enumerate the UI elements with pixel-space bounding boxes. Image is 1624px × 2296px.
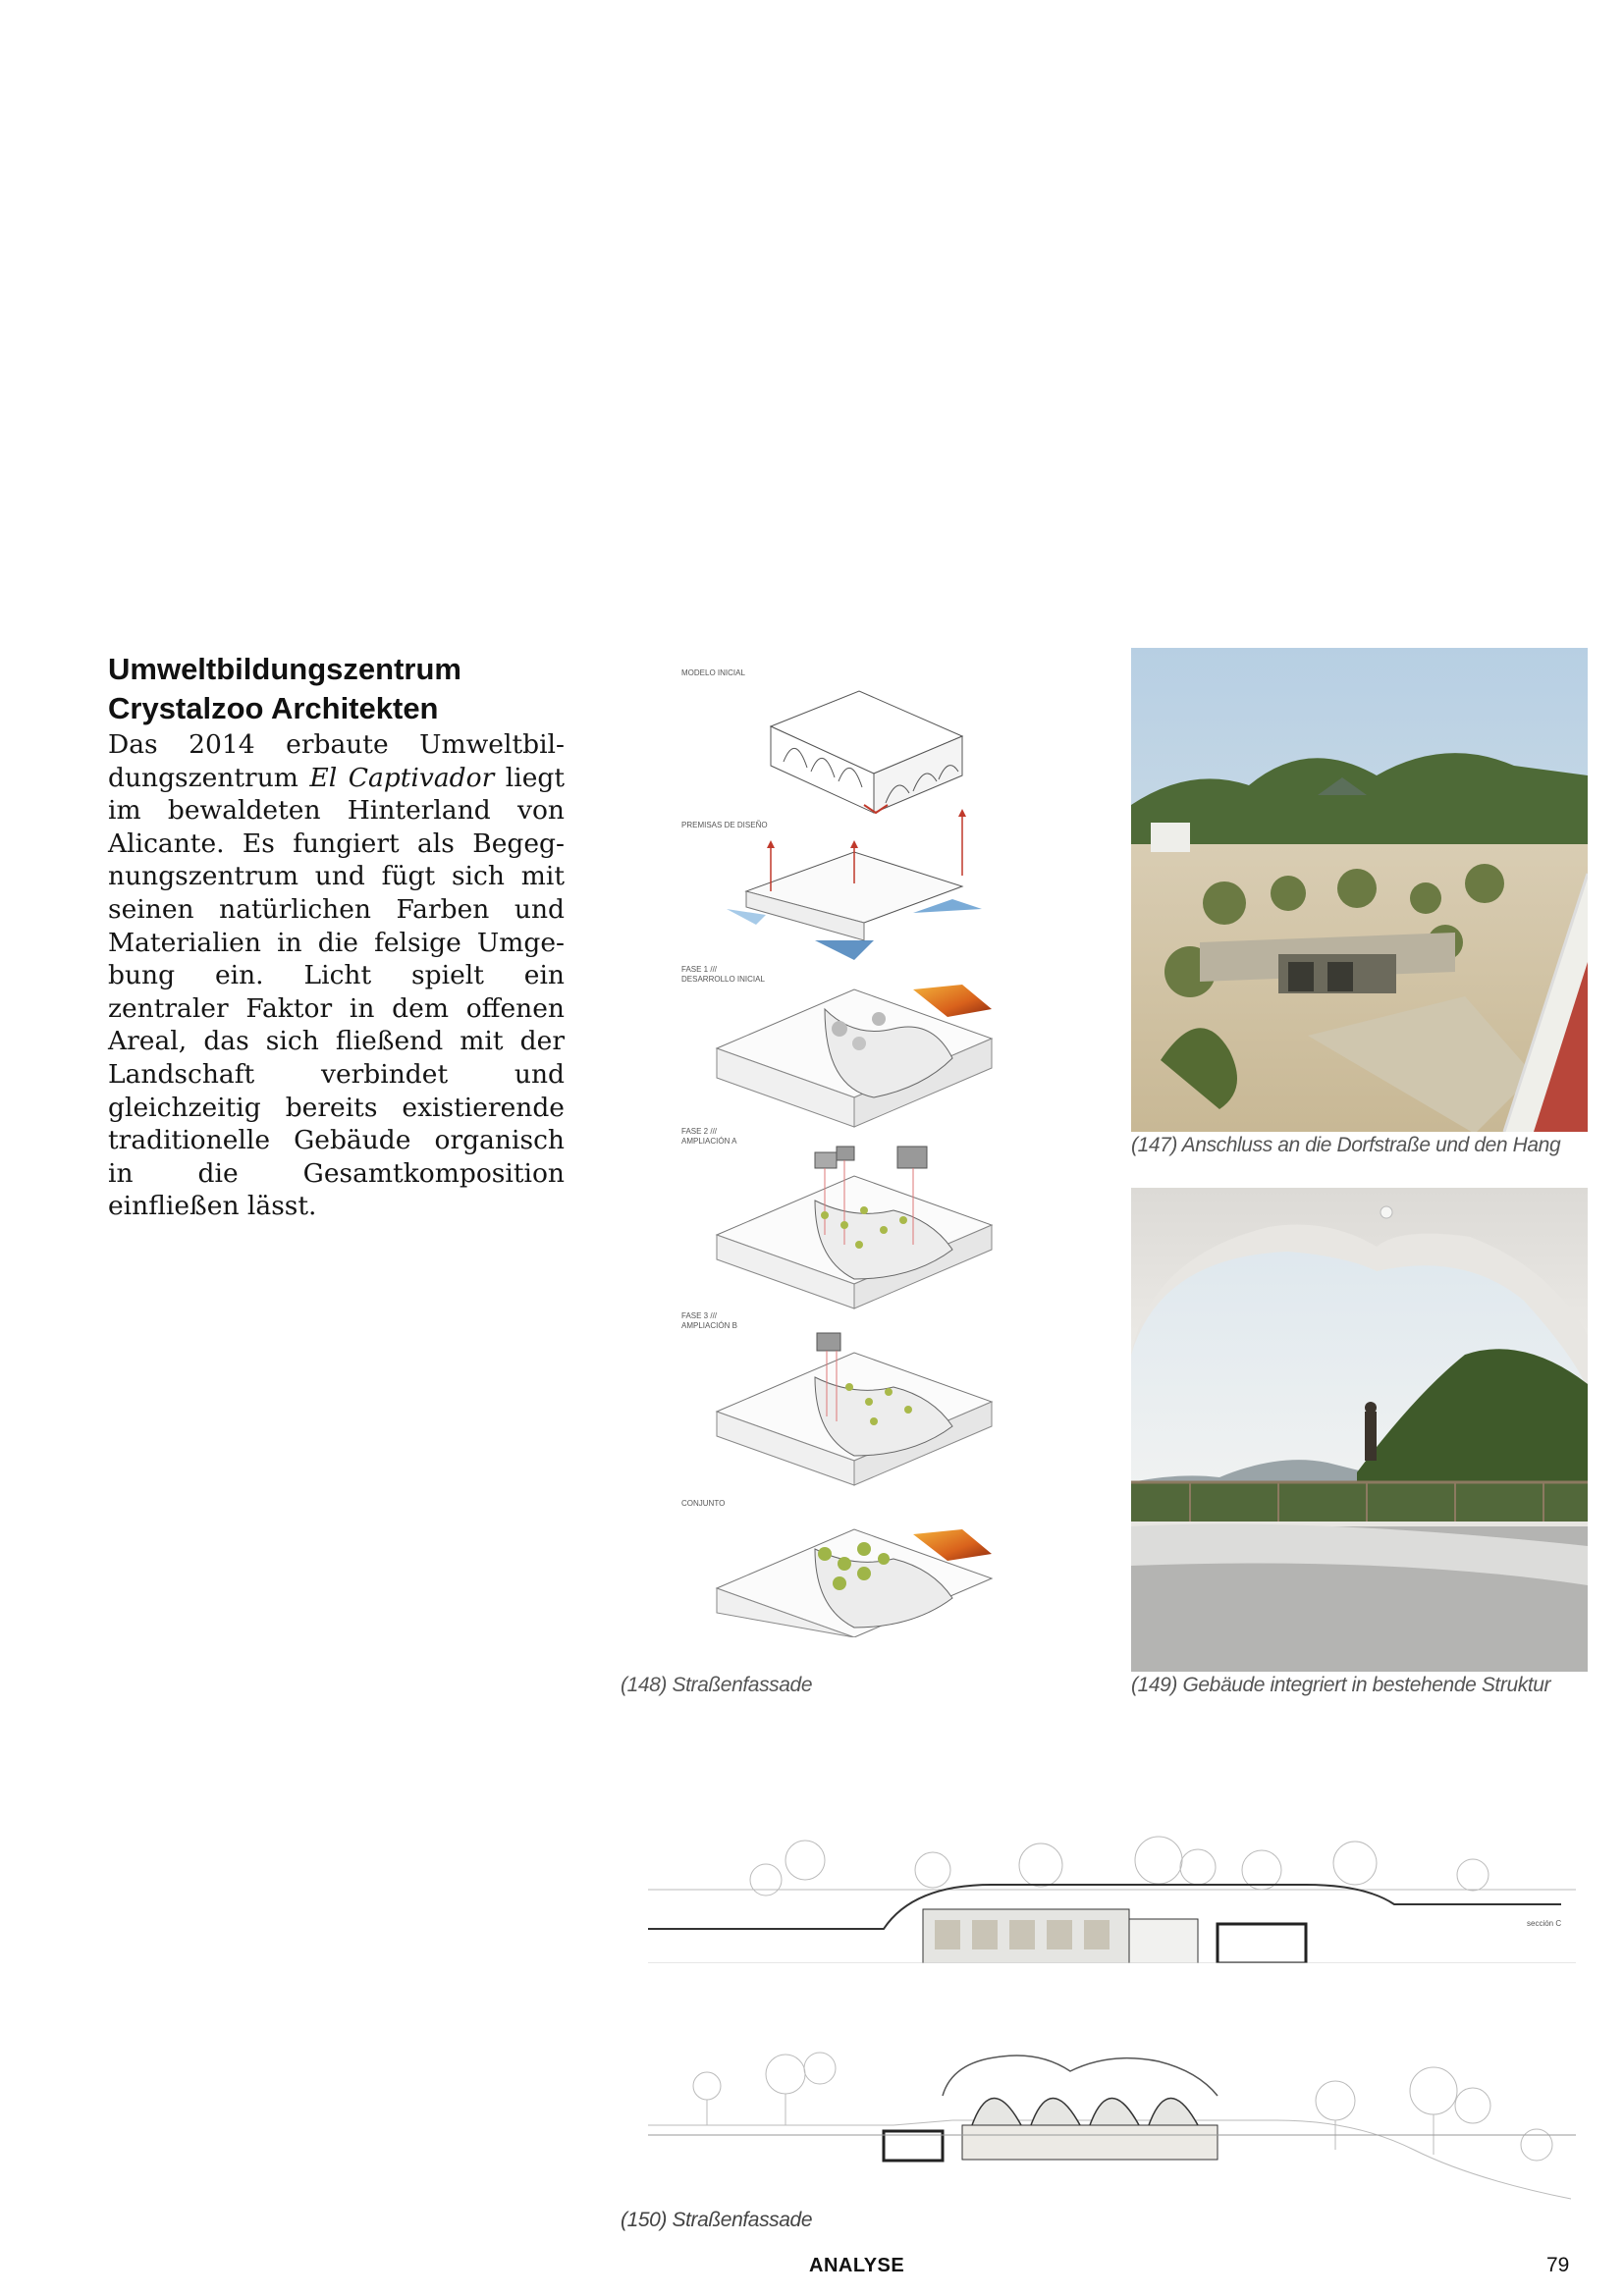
diagram-label-stage4b: AMPLIACIÓN A xyxy=(681,1137,737,1146)
photo-arched-terrace xyxy=(1131,1188,1588,1672)
section-drawing-upper xyxy=(648,1836,1576,1963)
caption-fig147: (147) Anschluss an die Dorfstraße und den Hang xyxy=(1131,1134,1561,1156)
article-title-line1: Umweltbildungszentrum xyxy=(108,652,461,686)
diagram-label-stage3b: DESARROLLO INICIAL xyxy=(681,975,765,984)
diagram-label-stage4a: FASE 2 /// xyxy=(681,1127,718,1136)
diagram-label-stage5a: FASE 3 /// xyxy=(681,1311,718,1320)
body-text-start: Das 2014 erbaute Umweltbildungszentrum xyxy=(108,729,565,793)
caption-fig148: (148) Straßenfassade xyxy=(621,1674,813,1696)
diagram-label-stage2: PREMISAS DE DISEÑO xyxy=(681,821,768,829)
diagram-label-stage3a: FASE 1 /// xyxy=(681,965,718,974)
phase1-drawing xyxy=(717,985,992,1127)
photo-village-connection xyxy=(1131,648,1588,1132)
body-text-rest: liegt im bewaldeten Hinterland von Alicante. Es fungiert als Begegnungszentrum und fügt sich mit seinen natürlichen Farben und Materialien in die felsige Umgebung ein. Licht spielt ein zentraler Faktor in dem offenen Areal, das sich fließend mit der Landschaft verbindet und gleichzeitig bereits existierende traditionelle Gebäude organisch in die Gesamtkomposition einfließen lässt. xyxy=(108,762,566,1222)
article-title-line2: Crystalzoo Architekten xyxy=(108,691,439,725)
phase2-drawing xyxy=(717,1147,992,1308)
section-drawing-lower xyxy=(648,2037,1576,2209)
caption-fig149: (149) Gebäude integriert in bestehende Struktur xyxy=(1131,1674,1551,1696)
axonometric-diagram xyxy=(668,656,1041,1637)
article-body xyxy=(108,728,565,1223)
initial-model-drawing xyxy=(771,691,962,813)
project-name: El Captivador xyxy=(309,762,495,793)
page-number: 79 xyxy=(1546,2254,1570,2276)
diagram-label-stage1: MODELO INICIAL xyxy=(681,668,745,677)
section-label: sección C xyxy=(1527,1919,1562,1928)
design-premises-drawing xyxy=(727,809,982,960)
diagram-label-stage5b: AMPLIACIÓN B xyxy=(681,1321,737,1330)
section-footer: ANALYSE xyxy=(809,2255,905,2276)
diagram-label-stage6: CONJUNTO xyxy=(681,1499,726,1508)
article-title xyxy=(108,650,579,728)
ensemble-drawing xyxy=(717,1529,992,1637)
caption-fig150: (150) Straßenfassade xyxy=(621,2209,813,2231)
phase3-drawing xyxy=(717,1333,992,1485)
